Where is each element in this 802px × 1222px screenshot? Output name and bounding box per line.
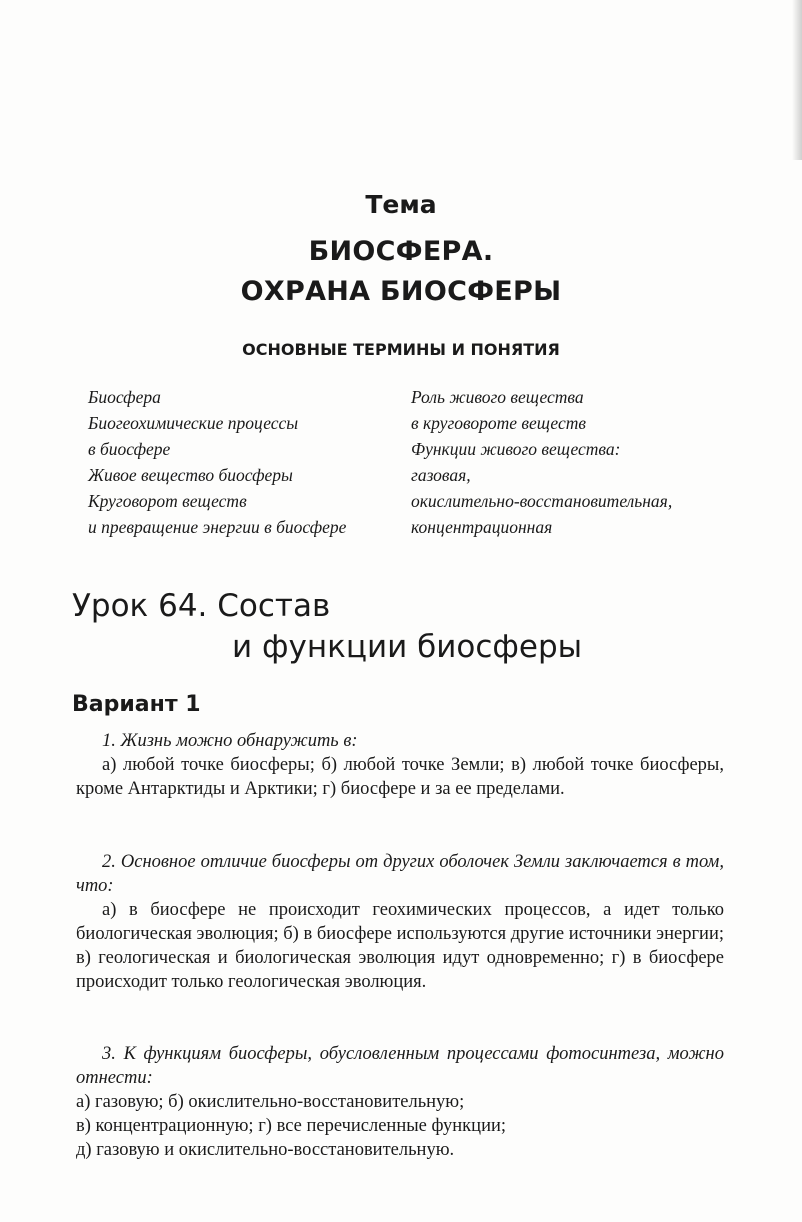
term-line: концентрационная bbox=[411, 517, 553, 537]
variant-heading: Вариант 1 bbox=[72, 692, 201, 717]
lesson-title-line1: Урок 64. Состав bbox=[72, 588, 331, 624]
term-line: Биогеохимические процессы bbox=[88, 413, 299, 433]
question-text: 3. К функциям биосферы, обусловленным процессами фотосинтеза, можно отнести: bbox=[76, 1044, 724, 1088]
term-line: Функции живого вещества: bbox=[411, 439, 621, 459]
page-edge-shadow bbox=[792, 0, 802, 160]
question-answers: а) в биосфере не происходит геохимических процессов, а идет только биологическая эволюция; б) в биосфере используются другие источники энергии; в) геологическая и биологическая эволюция идут одновременно; г) в биосфере происходит только геологическая эволюция. bbox=[76, 900, 724, 992]
question-2 bbox=[76, 850, 724, 994]
question-text: 2. Основное отличие биосферы от других оболочек Земли заключается в том, что: bbox=[76, 852, 724, 896]
term-line: в биосфере bbox=[88, 439, 171, 459]
terms-heading: ОСНОВНЫЕ ТЕРМИНЫ И ПОНЯТИЯ bbox=[242, 340, 560, 359]
term-line: в круговороте веществ bbox=[411, 413, 586, 433]
question-text: 1. Жизнь можно обнаружить в: bbox=[102, 731, 358, 751]
topic-label: Тема bbox=[365, 190, 437, 219]
terms-left-column bbox=[88, 384, 398, 540]
question-answers: а) любой точке биосферы; б) любой точке Земли; в) любой точке биосферы, кроме Антарктиды и Арктики; г) биосфере и за ее пределами. bbox=[76, 755, 724, 799]
question-1 bbox=[76, 729, 724, 801]
term-line: Круговорот веществ bbox=[88, 491, 247, 511]
term-line: и превращение энергии в биосфере bbox=[88, 517, 347, 537]
question-3 bbox=[76, 1042, 724, 1162]
term-line: газовая, bbox=[411, 465, 471, 485]
term-line: Роль живого вещества bbox=[411, 387, 584, 407]
term-line: окислительно-восстановительная, bbox=[411, 491, 673, 511]
topic-title-line2: ОХРАНА БИОСФЕРЫ bbox=[240, 276, 562, 307]
topic-title-line1: БИОСФЕРА. bbox=[308, 236, 494, 267]
answer-line: в) концентрационную; г) все перечисленные функции; bbox=[76, 1116, 507, 1136]
terms-right-column bbox=[411, 384, 741, 540]
answer-line: д) газовую и окислительно-восстановительную. bbox=[76, 1140, 455, 1160]
answer-line: а) газовую; б) окислительно-восстановительную; bbox=[76, 1092, 465, 1112]
term-line: Биосфера bbox=[88, 387, 161, 407]
term-line: Живое вещество биосферы bbox=[88, 465, 293, 485]
lesson-title-line2: и функции биосферы bbox=[232, 629, 583, 665]
